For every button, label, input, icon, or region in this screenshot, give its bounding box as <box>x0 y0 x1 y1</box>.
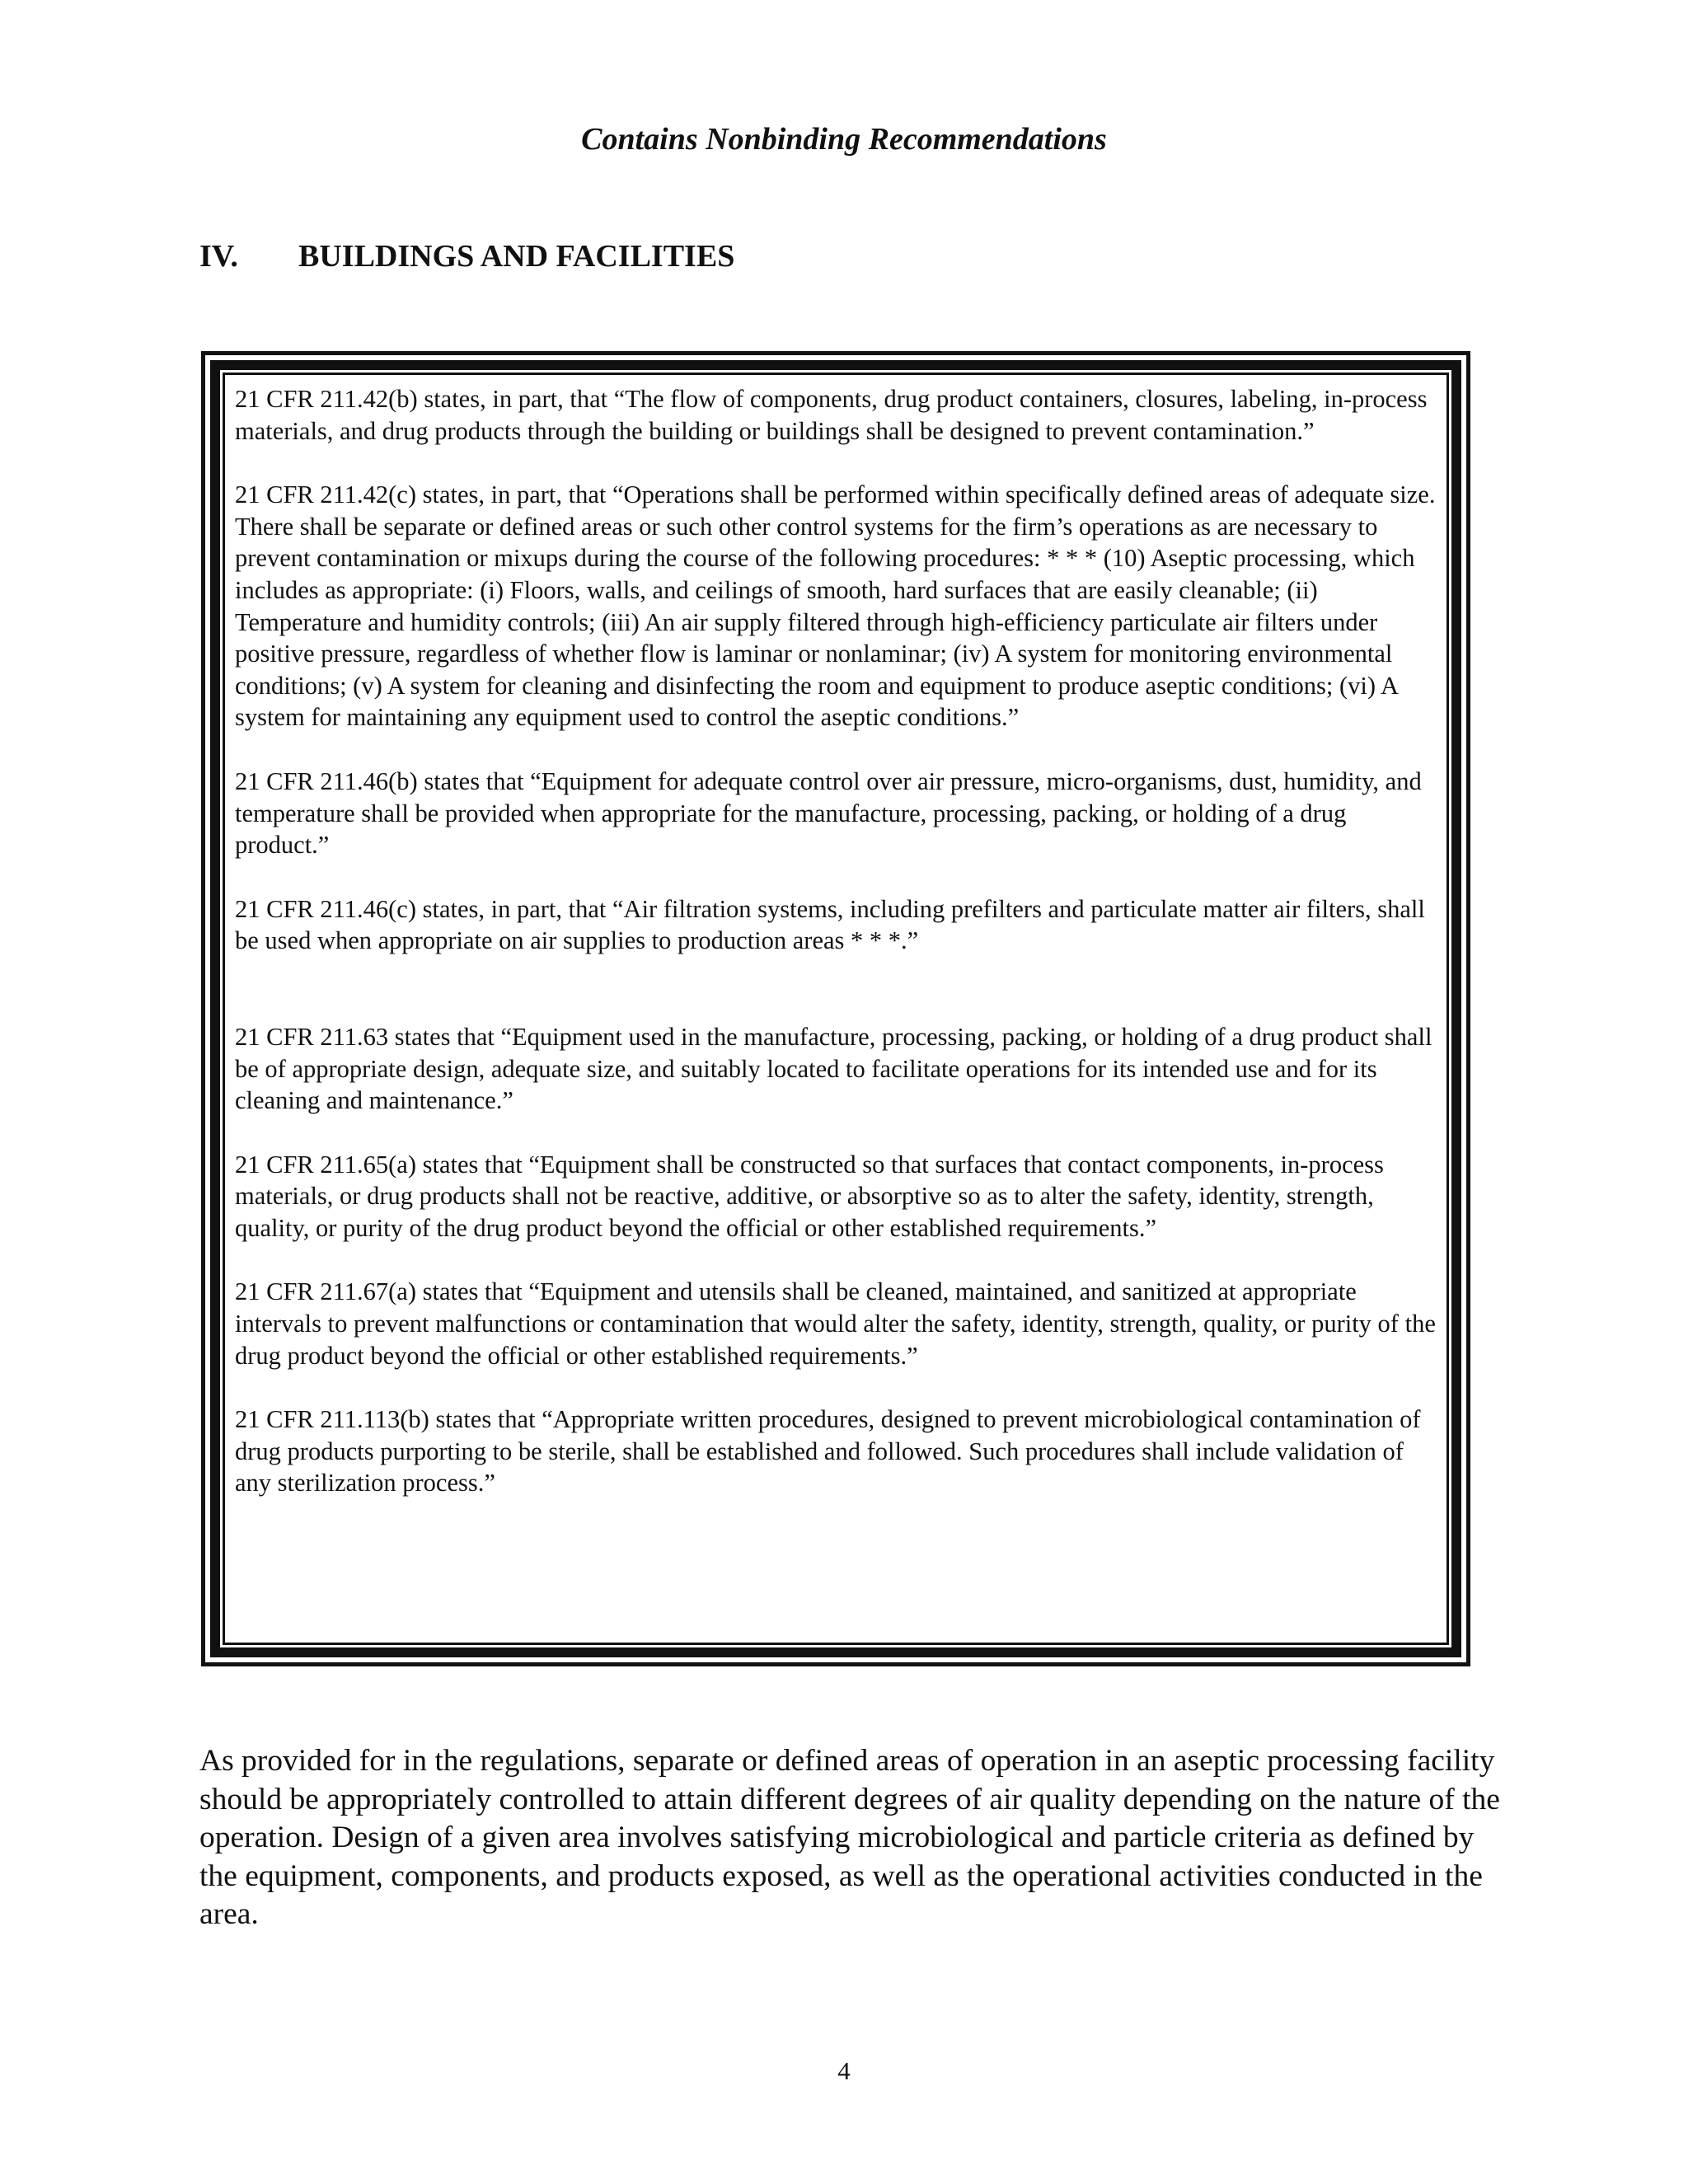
regulation-paragraph-211-42c: 21 CFR 211.42(c) states, in part, that “Operations shall be performed within specifically defined areas of adequate size. There shall be separate or defined areas or such other control systems for the firm’s operations as are necessary to prevent contamination or mixups during the course of the following procedures: * * * (10) Aseptic processing, which includes as appropriate: (i) Floors, walls, and ceilings of smooth, hard surfaces that are easily cleanable; (ii) Temperature and humidity controls; (iii) An air supply filtered through high-efficiency particulate air filters under positive pressure, regardless of whether flow is laminar or nonlaminar; (iv) A system for monitoring environmental conditions; (v) A system for cleaning and disinfecting the room and equipment to produce aseptic conditions; (vi) A system for maintaining any equipment used to control the aseptic conditions.” <box>235 480 1436 732</box>
regulation-box-frame <box>210 360 1461 1657</box>
section-title: BUILDINGS AND FACILITIES <box>298 239 735 274</box>
section-heading <box>199 237 734 275</box>
regulation-box-content <box>223 373 1449 1645</box>
regulation-paragraph-211-46c: 21 CFR 211.46(c) states, in part, that “Air filtration systems, including prefilters and particulate matter air filters, shall be used when appropriate on air supplies to production areas * * *.” <box>235 894 1425 955</box>
regulation-paragraph-211-65a: 21 CFR 211.65(a) states that “Equipment shall be constructed so that surfaces that contact components, in-process materials, or drug products shall not be reactive, additive, or absorptive so as to alter the safety, identity, strength, quality, or purity of the drug product beyond the official or other established requirements.” <box>235 1150 1384 1242</box>
page-header-title: Contains Nonbinding Recommendations <box>581 122 1107 157</box>
regulation-paragraph-211-113b: 21 CFR 211.113(b) states that “Appropriate written procedures, designed to prevent microbiological contamination of drug products purporting to be sterile, shall be established and followed. Such procedures shall include validation of any sterilization process.” <box>235 1405 1421 1497</box>
regulation-paragraph-211-42b: 21 CFR 211.42(b) states, in part, that “The flow of components, drug product containers, closures, labeling, in-process materials, and drug products through the building or buildings shall be designed to prevent contamination.” <box>235 385 1428 445</box>
page-number: 4 <box>837 2056 851 2085</box>
body-paragraph: As provided for in the regulations, separate or defined areas of operation in an aseptic processing facility should be appropriately controlled to attain different degrees of air quality depending on the nature of the operation. Design of a given area involves satisfying microbiological and particle criteria as defined by the equipment, components, and products exposed, as well as the operational activities conducted in the area. <box>199 1744 1500 1931</box>
regulation-paragraph-211-67a: 21 CFR 211.67(a) states that “Equipment and utensils shall be cleaned, maintained, and sanitized at appropriate intervals to prevent malfunctions or contamination that would alter the safety, identity, strength, quality, or purity of the drug product beyond the official or other established requirements.” <box>235 1277 1436 1370</box>
regulation-paragraph-211-46b: 21 CFR 211.46(b) states that “Equipment for adequate control over air pressure, micro-organisms, dust, humidity, and temperature shall be provided when appropriate for the manufacture, processing, packing, or holding of a drug product.” <box>235 766 1422 860</box>
regulation-box <box>201 351 1470 1666</box>
section-number: IV. <box>199 239 238 274</box>
regulation-paragraph-211-63: 21 CFR 211.63 states that “Equipment used in the manufacture, processing, packing, or holding of a drug product shall be of appropriate design, adequate size, and suitably located to facilitate operations for its intended use and for its cleaning and maintenance.” <box>235 1022 1432 1115</box>
